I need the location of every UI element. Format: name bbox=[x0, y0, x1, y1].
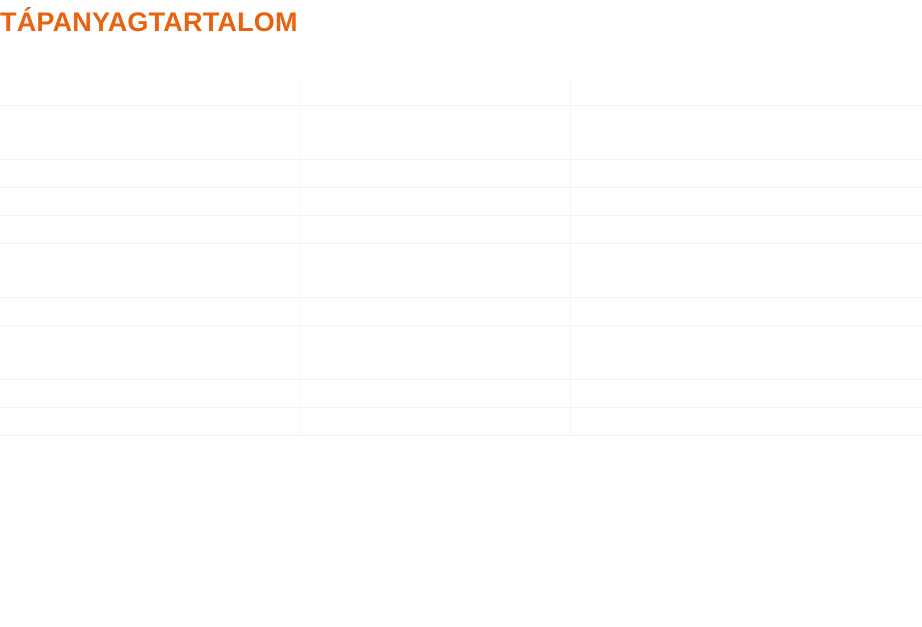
table-cell bbox=[0, 408, 300, 436]
table-cell bbox=[300, 326, 570, 380]
table-cell bbox=[570, 106, 922, 160]
table-cell bbox=[570, 160, 922, 188]
table-row bbox=[0, 188, 922, 216]
table-cell bbox=[570, 78, 922, 106]
section-title: TÁPANYAGTARTALOM bbox=[0, 7, 298, 37]
table-cell bbox=[300, 216, 570, 244]
table-cell bbox=[570, 326, 922, 380]
nutrition-table bbox=[0, 78, 922, 436]
table-cell bbox=[300, 244, 570, 298]
table-cell bbox=[570, 298, 922, 326]
nutrition-table-container bbox=[0, 78, 922, 436]
table-cell bbox=[0, 188, 300, 216]
table-cell bbox=[570, 380, 922, 408]
table-row bbox=[0, 380, 922, 408]
table-row bbox=[0, 244, 922, 298]
table-cell bbox=[0, 78, 300, 106]
table-cell bbox=[300, 408, 570, 436]
table-cell bbox=[0, 216, 300, 244]
table-row bbox=[0, 326, 922, 380]
table-cell bbox=[300, 298, 570, 326]
table-row bbox=[0, 408, 922, 436]
table-row bbox=[0, 216, 922, 244]
table-row bbox=[0, 106, 922, 160]
table-cell bbox=[0, 326, 300, 380]
table-cell bbox=[300, 106, 570, 160]
table-cell bbox=[300, 160, 570, 188]
table-row bbox=[0, 298, 922, 326]
table-cell bbox=[570, 408, 922, 436]
table-cell bbox=[300, 78, 570, 106]
table-cell bbox=[0, 160, 300, 188]
table-cell bbox=[300, 188, 570, 216]
table-cell bbox=[0, 244, 300, 298]
table-cell bbox=[570, 244, 922, 298]
table-cell bbox=[0, 106, 300, 160]
table-cell bbox=[0, 298, 300, 326]
table-row bbox=[0, 160, 922, 188]
table-cell bbox=[570, 188, 922, 216]
table-cell bbox=[0, 380, 300, 408]
table-cell bbox=[570, 216, 922, 244]
table-row bbox=[0, 78, 922, 106]
table-cell bbox=[300, 380, 570, 408]
